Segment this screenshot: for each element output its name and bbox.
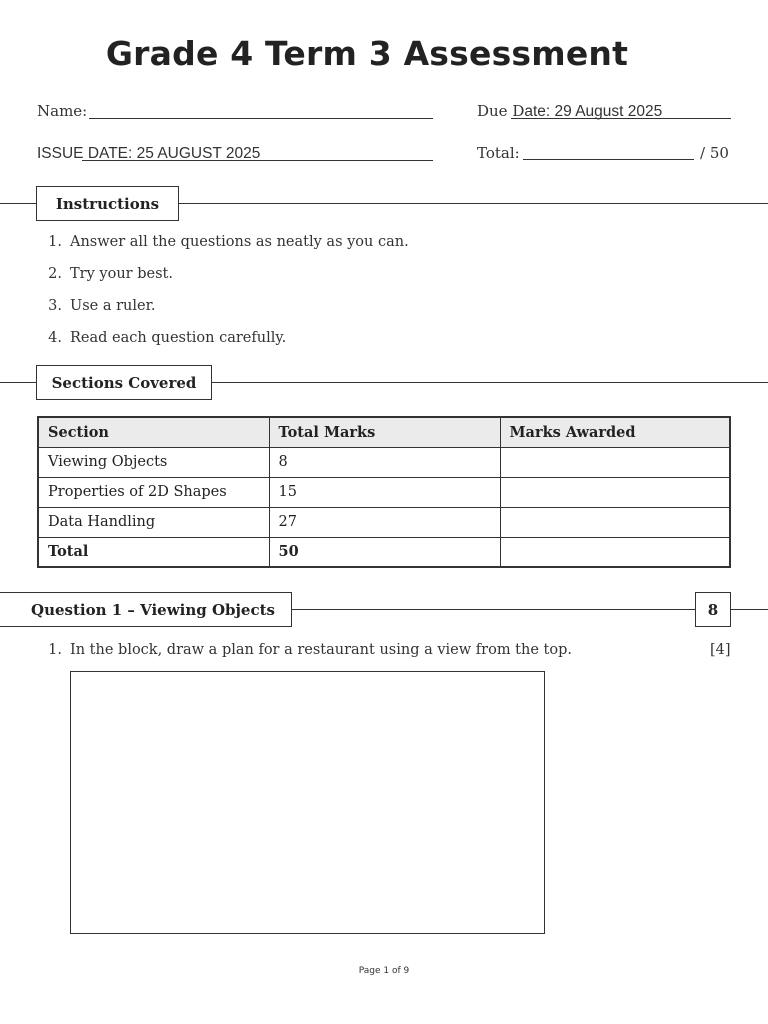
table-row (38, 477, 730, 507)
list-item (36, 328, 409, 360)
table-cell: 8 (269, 447, 500, 477)
item-number: 2. (48, 266, 62, 282)
question-item (36, 642, 572, 658)
question-text: In the block, draw a plan for a restaurant using a view from the top. (70, 642, 572, 658)
table-row (38, 507, 730, 537)
question1-heading-text: Question 1 – Viewing Objects (31, 600, 275, 619)
instructions-heading-text: Instructions (55, 194, 160, 213)
table-total-row (38, 537, 730, 567)
total-field[interactable] (523, 158, 694, 160)
due-date-line (511, 117, 731, 119)
marks-awarded-cell[interactable] (500, 537, 730, 567)
item-number: 1. (48, 234, 62, 250)
sections-heading-text: Sections Covered (51, 373, 197, 392)
question1-marks-box (695, 592, 731, 627)
total-out-of: / 50 (700, 144, 729, 162)
marks-awarded-cell[interactable] (500, 477, 730, 507)
drawing-box[interactable] (70, 671, 545, 934)
item-text: Use a ruler. (70, 298, 156, 314)
list-item (36, 296, 409, 328)
issue-date-line (82, 159, 433, 161)
issue-date-value: DATE: 25 AUGUST 2025 (83, 145, 261, 162)
marks-awarded-cell[interactable] (500, 507, 730, 537)
question-marks: [4] (710, 642, 731, 658)
name-field[interactable] (89, 117, 433, 119)
total-label: Total: (477, 144, 520, 162)
table-cell: Properties of 2D Shapes (38, 477, 269, 507)
page-title: Grade 4 Term 3 Assessment (105, 34, 629, 73)
question1-marks: 8 (707, 600, 719, 619)
due-date-value: ate: 29 August 2025 (524, 103, 663, 120)
sections-heading (36, 365, 212, 400)
table-cell: Data Handling (38, 507, 269, 537)
page-footer: Page 1 of 9 (358, 966, 410, 976)
item-text: Try your best. (70, 266, 173, 282)
marks-awarded-cell[interactable] (500, 447, 730, 477)
item-text: Answer all the questions as neatly as you can. (70, 234, 409, 250)
table-cell: Total (38, 537, 269, 567)
question1-heading (0, 592, 292, 627)
table-cell: Viewing Objects (38, 447, 269, 477)
column-header: Marks Awarded (500, 417, 730, 447)
name-label: Name: (37, 102, 88, 120)
item-number: 4. (48, 330, 62, 346)
table-cell: 15 (269, 477, 500, 507)
instructions-heading (36, 186, 179, 221)
column-header: Section (38, 417, 269, 447)
table-header-row (38, 417, 730, 447)
item-text: Read each question carefully. (70, 330, 287, 346)
list-item (36, 264, 409, 296)
table-row (38, 447, 730, 477)
instructions-list (36, 232, 409, 360)
item-number: 1. (48, 642, 62, 658)
table-cell: 27 (269, 507, 500, 537)
due-date-prefix: Due D (477, 102, 525, 120)
table-cell: 50 (269, 537, 500, 567)
item-number: 3. (48, 298, 62, 314)
column-header: Total Marks (269, 417, 500, 447)
issue-date-prefix: ISSUE (37, 145, 84, 162)
list-item (36, 232, 409, 264)
sections-table (37, 416, 731, 568)
